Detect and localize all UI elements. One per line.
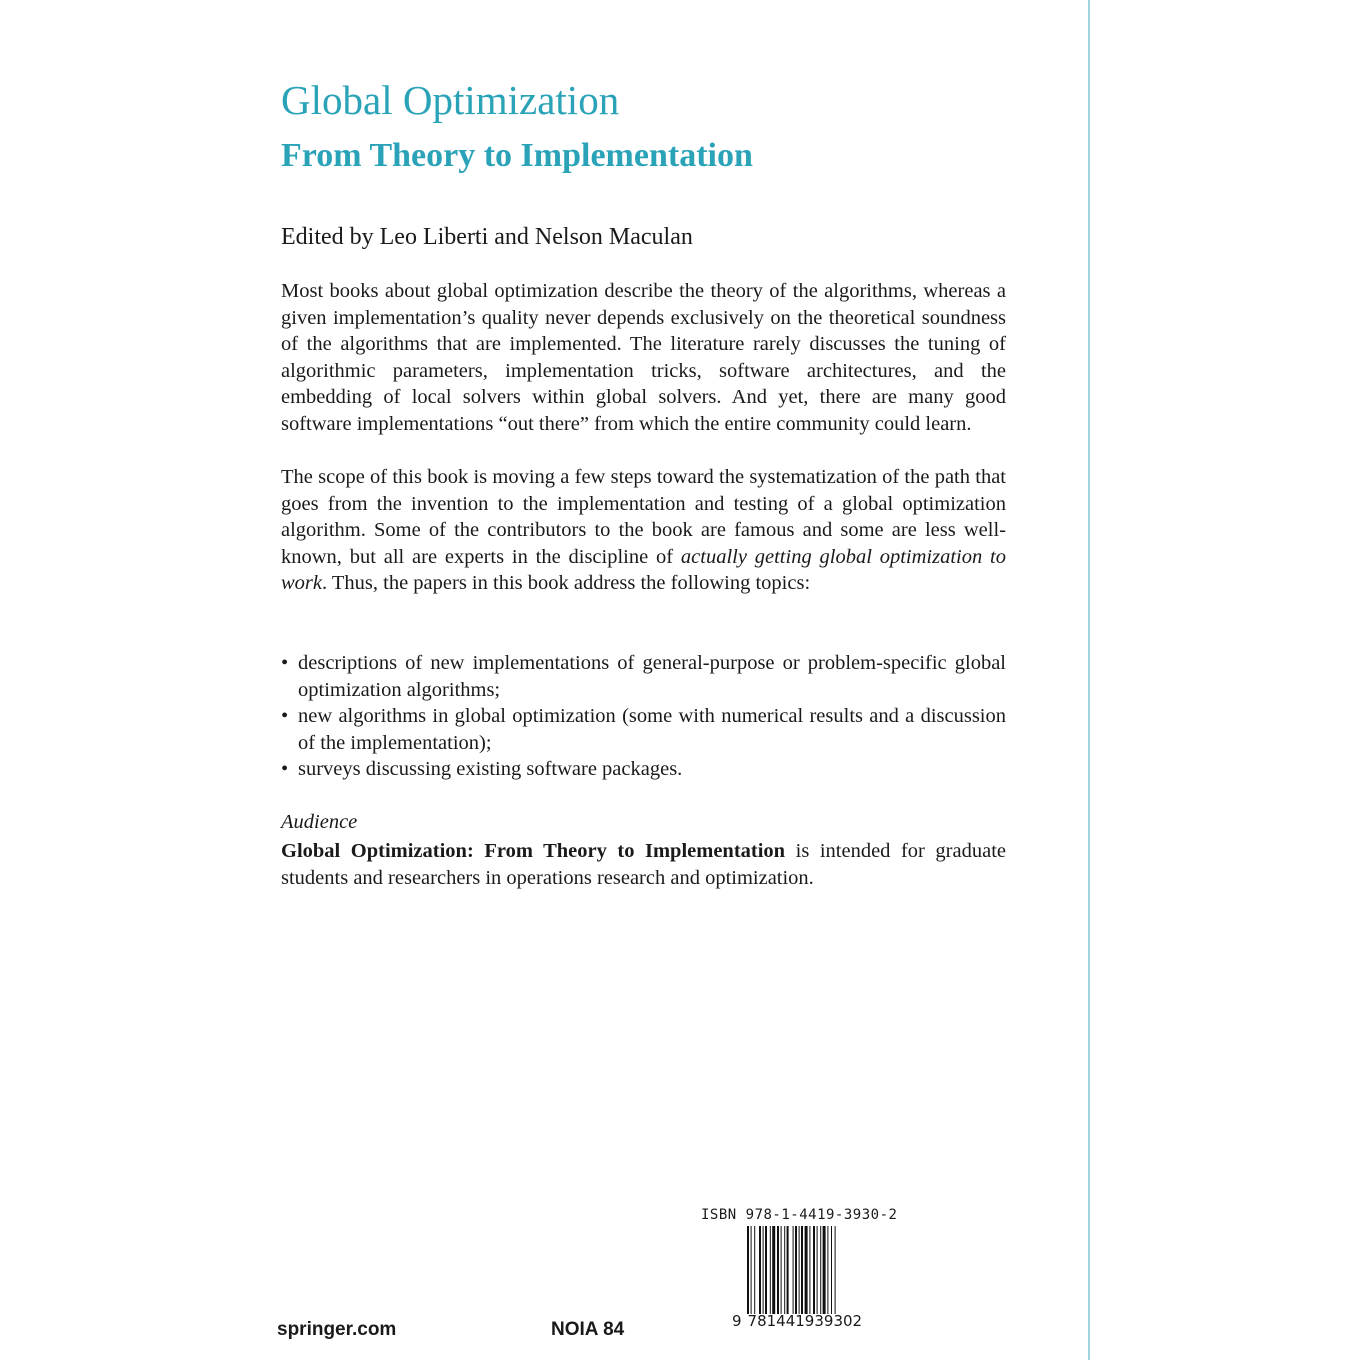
topic-item: • surveys discussing existing software packages. <box>281 756 1006 783</box>
barcode-bar <box>795 1226 797 1314</box>
barcode-bar <box>770 1226 771 1314</box>
audience-paragraph <box>281 838 1006 891</box>
barcode-bar <box>784 1226 785 1314</box>
barcode-bar <box>751 1226 752 1314</box>
barcode-bar <box>827 1226 828 1314</box>
description-paragraph-1: Most books about global optimization describe the theory of the algorithms, whereas a given implementation’s quality never depends exclusively on the theoretical soundness of the algorithms that are implemented. The literature rarely discusses the tuning of algorithmic parameters, implementation tricks, software architectures, and the embedding of local solvers within global solvers. And yet, there are many good software implementations “out there” from which the entire community could learn. <box>281 280 1006 435</box>
barcode-bar <box>759 1226 761 1314</box>
barcode-bar <box>817 1226 818 1314</box>
barcode-bar <box>763 1226 764 1314</box>
barcode-bar <box>831 1226 832 1314</box>
barcode-bar <box>754 1226 755 1314</box>
isbn-number: ISBN 978-1-4419-3930-2 <box>701 1207 898 1223</box>
description-paragraph-2 <box>281 464 1006 597</box>
barcode-bar <box>777 1226 779 1314</box>
barcode-bar <box>799 1226 800 1314</box>
barcode-bar <box>835 1226 836 1314</box>
barcode-number: 781441939302 <box>747 1312 863 1330</box>
audience-book-title: Global Optimization: From Theory to Implementation <box>281 840 786 862</box>
barcode-bar <box>765 1226 767 1314</box>
paragraph-2-text-end: . Thus, the papers in this book address the following topics: <box>322 572 811 595</box>
paragraph-2-text: The scope of this book is moving a few steps toward the systematization of the path that goes from the invention to the implementation and testing of a global optimization algorithm. Some of the contributors to the book are famous and some are less well-known, but all are experts in the discipline of <box>281 466 1006 568</box>
barcode-bar <box>793 1226 794 1314</box>
barcode-bar <box>772 1226 775 1314</box>
book-title: Global Optimization <box>281 77 620 123</box>
spine-edge-line <box>1088 0 1090 1360</box>
barcode-digits <box>732 1312 862 1330</box>
barcode-bar <box>787 1226 789 1314</box>
barcode-bar <box>813 1226 815 1314</box>
barcode-bar <box>781 1226 782 1314</box>
barcode-bar <box>820 1226 821 1314</box>
barcode-bar <box>809 1226 810 1314</box>
paragraph-2-emphasis: actually getting global optimization to work <box>281 545 1006 595</box>
publisher-url: springer.com <box>277 1319 397 1340</box>
barcode-bar <box>747 1226 749 1314</box>
book-subtitle: From Theory to Implementation <box>281 137 753 174</box>
barcode-bar <box>805 1226 808 1314</box>
editors-line: Edited by Leo Liberti and Nelson Maculan <box>281 224 693 250</box>
audience-heading: Audience <box>281 811 358 833</box>
barcode-bar <box>823 1226 826 1314</box>
topics-list <box>281 650 1006 783</box>
barcode-first-digit: 9 <box>732 1312 742 1330</box>
series-label: NOIA 84 <box>551 1319 625 1340</box>
barcode-bar <box>801 1226 803 1314</box>
audience-text: is intended for graduate students and researchers in operations research and optimization. <box>281 840 1006 889</box>
topic-item: • new algorithms in global optimization (some with numerical results and a discussion of the implementation); <box>281 703 1006 756</box>
topic-item: • descriptions of new implementations of general-purpose or problem-specific global optimization algorithms; <box>281 650 1006 703</box>
